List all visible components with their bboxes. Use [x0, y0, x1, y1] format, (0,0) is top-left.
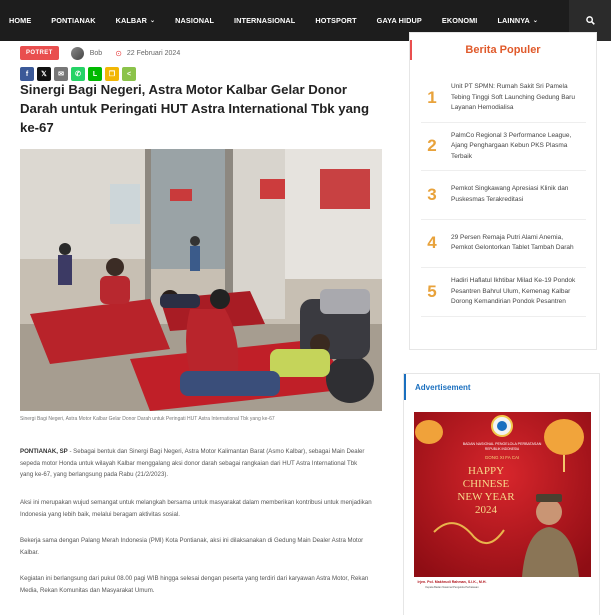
popular-rank: 5: [427, 281, 437, 301]
share-share-button[interactable]: [122, 67, 136, 81]
ad-line3: NEW YEAR: [457, 491, 515, 503]
share-whatsapp-button[interactable]: [71, 67, 85, 81]
popular-news-list: [421, 74, 586, 317]
article-paragraph-1: [20, 446, 372, 481]
paragraph-1-text: - Sebagai bentuk dan Sinergi Bagi Negeri, Astra Motor Kalimantan Barat (Asmo Kalbar), sebagai Main Dealer sepeda motor Honda untuk wilayah Kalbar menggalang aksi donor darah sebagai rangkaian dari HUT Astra International Tbk yang ke-67, yang berlangsung pada Rabu (21/2/2023).: [20, 448, 365, 478]
nav-item-label: KALBAR: [115, 16, 147, 25]
ad-line2: CHINESE: [462, 478, 510, 490]
nav-item-pontianak[interactable]: [51, 16, 95, 25]
author-name[interactable]: Bob: [89, 49, 103, 57]
category-badge[interactable]: POTRET: [20, 46, 59, 60]
clock-icon: ⊙: [115, 48, 122, 58]
article-paragraph-2: Aksi ini merupakan wujud semangat untuk melangkah bersama untuk masyarakat dalam memberikan kontribusi untuk menjadikan Indonesia yang lebih baik, melalui beragam aktivitas sosial.: [20, 499, 372, 518]
advertisement-widget: [403, 373, 600, 615]
ad-role: Kepala Badan Nasional Pengelola Perbatasan: [425, 586, 479, 589]
ad-org: BADAN NASIONAL PENGELOLA PERBATASAN: [462, 442, 542, 446]
popular-headline[interactable]: PalmCo Regional 3 Performance League, Ajang Penghargaan Kebun PKS Plasma Terbaik: [451, 131, 572, 160]
popular-rank: 2: [427, 136, 437, 156]
official-portrait: [536, 499, 562, 525]
popular-news-header: [410, 33, 596, 67]
copy-icon: ❐: [108, 71, 116, 78]
popular-headline[interactable]: Hadiri Haflatul Ikhtibar Milad Ke-19 Pondok Pesantren Bahrul Ulum, Kemenag Kalbar Dorong Kemandirian Pondok Pesantren: [451, 277, 576, 305]
nav-item-hotsport[interactable]: [315, 16, 356, 25]
nav-item-label: INTERNASIONAL: [234, 16, 296, 25]
article-paragraph-3: Bekerja sama dengan Palang Merah Indonesia (PMI) Kota Pontianak, aksi ini dilaksanakan di Gedung Main Dealer Astra Motor Kalbar.: [20, 537, 364, 556]
chevron-down-icon: ⌄: [149, 18, 156, 24]
ad-person: Irjen. Pol. Makhrudi Rahman, S.I.K., M.H.: [417, 580, 487, 584]
search-icon: [586, 16, 595, 25]
nav-item-label: HOME: [9, 16, 32, 25]
facebook-icon: f: [25, 70, 29, 78]
popular-headline[interactable]: Unit PT SPMN: Rumah Sakit Sri Pamela Tebing Tinggi Soft Launching Gedung Baru Layanan Hemodialisa: [451, 83, 575, 111]
share-line-button[interactable]: [88, 67, 102, 81]
nav-item-label: LAINNYA: [497, 16, 530, 25]
nav-item-label: NASIONAL: [175, 16, 215, 25]
popular-news-item[interactable]: [421, 171, 586, 220]
share-facebook-button[interactable]: [20, 67, 34, 81]
ad-title: Advertisement: [415, 382, 471, 392]
line-icon: L: [92, 70, 98, 78]
popular-news-item[interactable]: [421, 74, 586, 123]
author-avatar: [71, 47, 84, 60]
ad-country: REPUBLIK INDONESIA: [484, 447, 520, 451]
email-icon: ✉: [58, 71, 64, 78]
nav-item-nasional[interactable]: [175, 16, 214, 25]
ad-line1: HAPPY: [467, 465, 505, 477]
chevron-down-icon: ⌄: [532, 18, 539, 24]
article-paragraph-4: Kegiatan ini berlangsung dari pukul 08.00 pagi WIB hingga selesai dengan peserta yang terdiri dari karyawan Astra Motor, Rekan Media, Rekan Komunitas dan Masyarakat Umum.: [20, 575, 369, 594]
popular-rank: 3: [427, 184, 437, 204]
share-copy-button[interactable]: [105, 67, 119, 81]
ad-greeting: GONG XI FA CAI: [484, 455, 520, 460]
popular-news-title: Berita Populer: [465, 44, 541, 56]
x-icon: 𝕏: [41, 71, 47, 78]
article-meta: [20, 45, 180, 61]
photo-caption: Sinergi Bagi Negeri, Astra Motor Kalbar Gelar Donor Darah untuk Peringati HUT Astra International Tbk yang ke-67: [20, 416, 275, 422]
popular-news-item[interactable]: [421, 220, 586, 269]
popular-news-widget: [409, 32, 597, 350]
share-icon: <: [126, 70, 132, 78]
share-x-button[interactable]: [37, 67, 51, 81]
nav-item-label: PONTIANAK: [51, 16, 96, 25]
ad-year: 2024: [475, 504, 497, 516]
popular-news-item[interactable]: [421, 123, 586, 172]
ad-banner[interactable]: [414, 412, 591, 590]
popular-news-item[interactable]: [421, 268, 586, 317]
popular-headline[interactable]: Pemkot Singkawang Apresiasi Klinik dan Puskesmas Terakreditasi: [451, 185, 569, 203]
article-photo: [20, 149, 382, 411]
share-email-button[interactable]: [54, 67, 68, 81]
whatsapp-icon: ✆: [75, 71, 81, 78]
lead-place: PONTIANAK, SP: [20, 448, 68, 455]
popular-headline[interactable]: 29 Persen Remaja Putri Alami Anemia, Pemkot Gelontorkan Tablet Tambah Darah: [451, 233, 574, 252]
nav-item-label: GAYA HIDUP: [376, 16, 422, 25]
article-title: Sinergi Bagi Negeri, Astra Motor Kalbar Gelar Donor Darah untuk Peringati HUT Astra International Tbk yang ke-67: [20, 82, 370, 135]
nav-item-internasional[interactable]: [234, 16, 295, 25]
nav-item-gaya-hidup[interactable]: [377, 16, 422, 25]
nav-item-label: HOTSPORT: [315, 16, 357, 25]
nav-item-label: EKONOMI: [441, 16, 478, 25]
nav-item-ekonomi[interactable]: [442, 16, 478, 25]
publish-date: 22 Februari 2024: [126, 49, 181, 57]
share-bar: [20, 67, 136, 81]
nav-item-kalbar[interactable]: [116, 16, 156, 25]
popular-rank: 1: [427, 87, 437, 107]
popular-rank: 4: [427, 233, 437, 253]
nav-item-lainnya[interactable]: [497, 16, 538, 25]
nav-item-home[interactable]: [9, 16, 31, 25]
ad-header: [404, 374, 599, 400]
